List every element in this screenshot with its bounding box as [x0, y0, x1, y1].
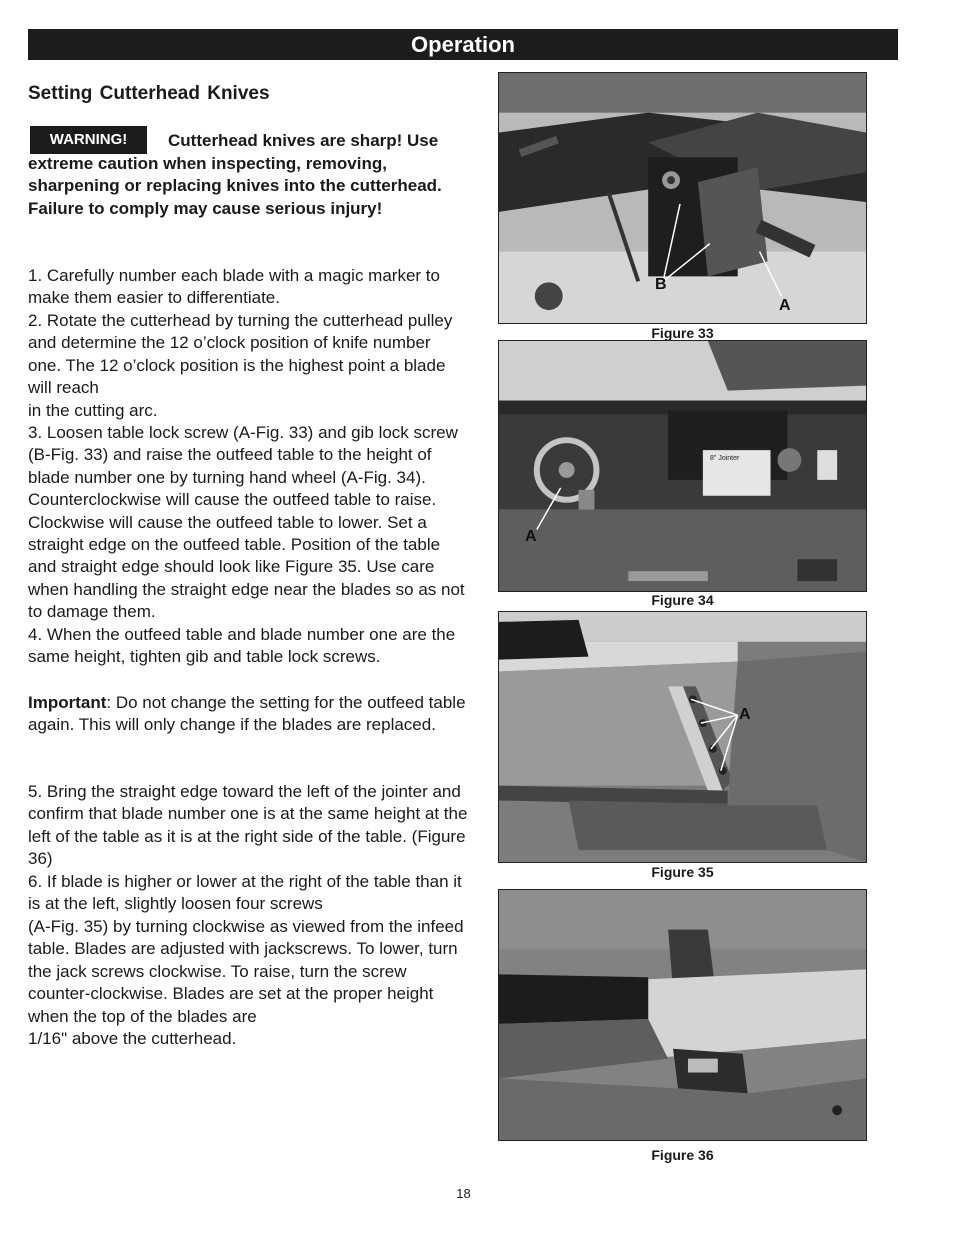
section-header: Operation [28, 29, 898, 60]
figure-36-caption: Figure 36 [651, 1147, 714, 1163]
figure-33-caption: Figure 33 [651, 325, 714, 341]
section-title: Setting Cutterhead Knives [28, 83, 270, 104]
step-3: 3. Loosen table lock screw (A-Fig. 33) and gib lock screw (B-Fig. 33) and raise the outfeed table to the height of blade number one by turning hand wheel (A-Fig. 34). Counterclockwise will cause the outfeed table to raise. Clockwise will cause the outfeed table to lower. Set a straight edge on the outfeed table. Position of the table and straight edge should look like Figure 35. Use care when handling the straight edge near the blades so as not to damage them. [28, 423, 465, 622]
important-note [28, 692, 468, 737]
figure-33-label-b: B [655, 276, 667, 293]
warning-text: Cutterhead knives are sharp! Use extreme caution when inspecting, removing, sharpening or replacing knives into the cutterhead. Failure to comply may cause serious injury! [28, 131, 442, 218]
figure-35-label-a: A [739, 706, 751, 723]
figure-35-caption: Figure 35 [651, 864, 714, 880]
important-text: : Do not change the setting for the outfeed table again. This will only change if the blades are replaced. [28, 693, 466, 735]
step-4: 4. When the outfeed table and blade number one are the same height, tighten gib and table lock screws. [28, 625, 456, 667]
figure-35-photo [498, 611, 867, 863]
figure-33-photo [498, 72, 867, 324]
step-6: 6. If blade is higher or lower at the right of the table than it is at the left, slightly loosen four screws [28, 872, 462, 914]
important-label: Important [28, 693, 107, 712]
figure-34-plate-text: 8" Jointer [710, 455, 740, 462]
step-2: 2. Rotate the cutterhead by turning the cutterhead pulley and determine the 12 o’clock position of knife number one. The 12 o’clock position is the highest point a blade will reach [28, 311, 453, 398]
step-6-measurement: 1/16" above the cutterhead. [28, 1029, 237, 1048]
step-6-continued: (A-Fig. 35) by turning clockwise as viewed from the infeed table. Blades are adjusted with jackscrews. To lower, turn the jack screws clockwise. To raise, turn the screw counter-clockwise. Blades are set at the proper height when the top of the blades are [28, 917, 464, 1026]
figure-36-photo [498, 889, 867, 1141]
warning-badge: WARNING! [30, 126, 147, 154]
step-2-continued: in the cutting arc. [28, 401, 158, 420]
figure-34-caption: Figure 34 [651, 592, 714, 608]
figure-34-photo [498, 340, 867, 592]
page-number: 18 [456, 1186, 471, 1201]
figure-33-label-a: A [779, 297, 791, 314]
step-1: 1. Carefully number each blade with a magic marker to make them easier to differentiate. [28, 266, 440, 308]
figure-34-label-a: A [525, 528, 537, 545]
step-5: 5. Bring the straight edge toward the left of the jointer and confirm that blade number one is at the same height at the left of the table as it is at the right side of the table. (Figure 36) [28, 782, 468, 869]
